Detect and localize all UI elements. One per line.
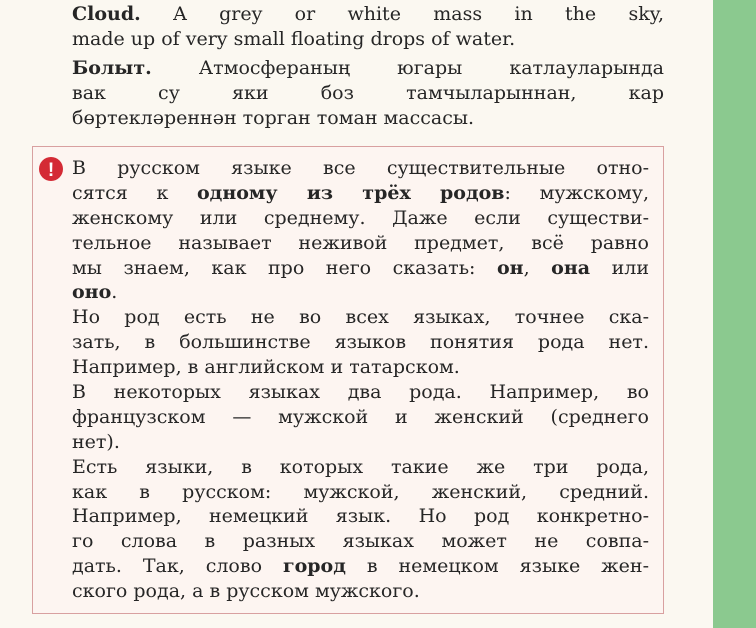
rule-line: дать. Так, слово город в немецком языке жен- [72,555,649,578]
bold-term: он [496,256,524,279]
rule-line: Например, в английском и татарском. [72,356,460,379]
rule-line: Есть языки, в которых такие же три рода, [72,455,649,478]
tt-definition-line-1: Болыт. Атмосфераның югары катлауларында [72,57,664,79]
page-edge-strip [713,0,756,628]
rule-line: Но род есть не во всех языках, точнее ска- [72,306,649,329]
definitions-block [72,2,664,131]
rule-line: тельное называет неживой предмет, всё равно [72,231,649,254]
rule-line: мы знаем, как про него сказать: он, она или [72,256,649,279]
rule-text [72,156,649,604]
en-term: Cloud. [72,3,141,25]
rule-line: В некоторых языках два рода. Например, во [72,381,649,404]
rule-line: женскому или среднему. Даже если существи- [72,206,649,229]
tt-term: Болыт. [72,57,152,79]
svg-text:!: ! [47,160,55,181]
bold-term: одному из трёх родов [197,181,505,204]
rule-line: как в русском: мужской, женский, средний. [72,480,649,503]
rule-line: Например, немецкий язык. Но род конкретно- [72,505,649,528]
tt-definition-line-3: бөртекләреннән торган томан массасы. [72,107,475,129]
rule-line: зать, в большинстве языков понятия рода нет. [72,331,649,354]
rule-line: В русском языке все существительные отно- [72,157,649,179]
rule-line: французском — мужской и женский (среднего [72,405,649,428]
rule-line: сятся к одному из трёх родов: мужскому, [72,181,649,204]
en-definition-line-1: Cloud. A grey or white mass in the sky, [72,3,664,25]
exclamation-icon [38,156,64,182]
bold-term: город [282,555,346,578]
rule-line: нет). [72,430,120,453]
bold-term: оно [72,281,112,304]
rule-line: го слова в разных языках может не совпа- [72,530,649,553]
en-definition-line-2: made up of very small floating drops of water. [72,28,516,50]
tt-definition-line-2: вак су яки боз тамчыларыннан, кар [72,82,664,104]
rule-line: ского рода, а в русском мужского. [72,580,420,603]
rule-line: оно. [72,281,118,304]
bold-term: она [551,256,591,279]
